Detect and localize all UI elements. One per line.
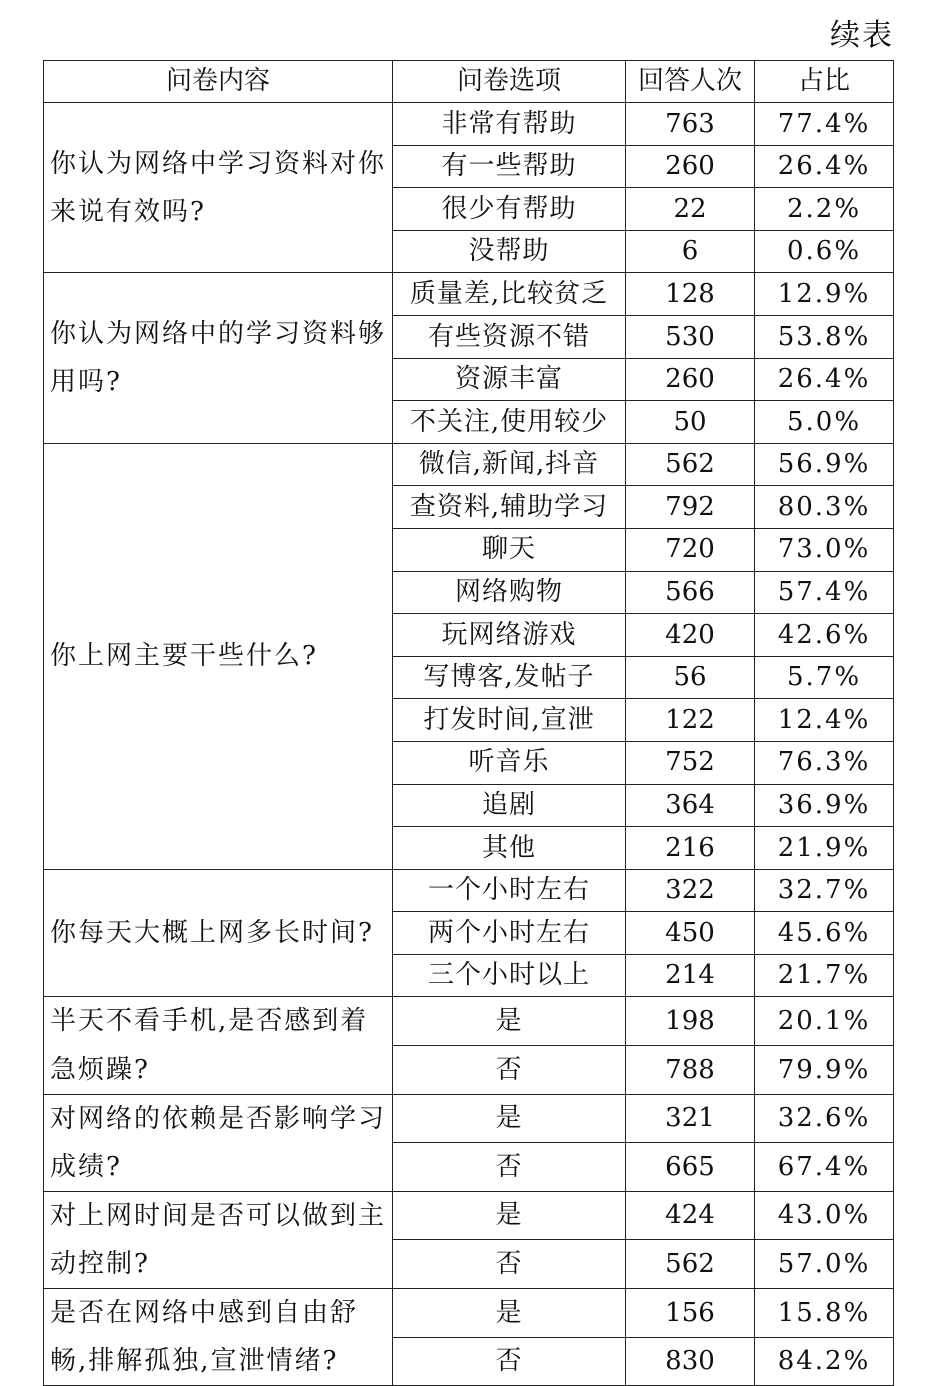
question-cell: 对上网时间是否可以做到主动控制? — [44, 1191, 393, 1288]
question-cell: 半天不看手机,是否感到着急烦躁? — [44, 997, 393, 1094]
option-cell: 听音乐 — [393, 741, 626, 784]
option-cell: 查资料,辅助学习 — [393, 486, 626, 529]
percentage-cell: 79.9% — [755, 1046, 894, 1095]
count-cell: 214 — [626, 954, 755, 997]
count-cell: 420 — [626, 614, 755, 657]
count-cell: 321 — [626, 1094, 755, 1143]
option-cell: 写博客,发帖子 — [393, 656, 626, 699]
table-caption: 续表 — [830, 18, 894, 53]
percentage-cell: 26.4% — [755, 145, 894, 188]
count-cell: 530 — [626, 315, 755, 358]
percentage-cell: 21.7% — [755, 954, 894, 997]
question-cell: 你认为网络中的学习资料够用吗? — [44, 273, 393, 443]
header-response-count: 回答人次 — [626, 61, 755, 103]
option-cell: 是 — [393, 997, 626, 1046]
percentage-cell: 73.0% — [755, 528, 894, 571]
percentage-cell: 80.3% — [755, 486, 894, 529]
count-cell: 788 — [626, 1046, 755, 1095]
question-cell: 对网络的依赖是否影响学习成绩? — [44, 1094, 393, 1191]
option-cell: 两个小时左右 — [393, 912, 626, 955]
option-cell: 资源丰富 — [393, 358, 626, 401]
percentage-cell: 32.6% — [755, 1094, 894, 1143]
percentage-cell: 5.0% — [755, 401, 894, 444]
percentage-cell: 36.9% — [755, 784, 894, 827]
table-row — [44, 1191, 894, 1240]
count-cell: 128 — [626, 273, 755, 316]
percentage-cell: 76.3% — [755, 741, 894, 784]
option-cell: 不关注,使用较少 — [393, 401, 626, 444]
count-cell: 122 — [626, 699, 755, 742]
percentage-cell: 21.9% — [755, 827, 894, 870]
percentage-cell: 57.0% — [755, 1240, 894, 1289]
option-cell: 质量差,比较贫乏 — [393, 273, 626, 316]
header-question-content: 问卷内容 — [44, 61, 393, 103]
option-cell: 玩网络游戏 — [393, 614, 626, 657]
percentage-cell: 56.9% — [755, 443, 894, 486]
percentage-cell: 26.4% — [755, 358, 894, 401]
count-cell: 566 — [626, 571, 755, 614]
count-cell: 198 — [626, 997, 755, 1046]
count-cell: 752 — [626, 741, 755, 784]
percentage-cell: 45.6% — [755, 912, 894, 955]
table-row — [44, 103, 894, 146]
option-cell: 微信,新闻,抖音 — [393, 443, 626, 486]
option-cell: 有些资源不错 — [393, 315, 626, 358]
percentage-cell: 57.4% — [755, 571, 894, 614]
count-cell: 792 — [626, 486, 755, 529]
count-cell: 720 — [626, 528, 755, 571]
table-row — [44, 869, 894, 912]
header-row — [44, 61, 894, 103]
percentage-cell: 77.4% — [755, 103, 894, 146]
percentage-cell: 42.6% — [755, 614, 894, 657]
option-cell: 追剧 — [393, 784, 626, 827]
table-row — [44, 1094, 894, 1143]
percentage-cell: 12.4% — [755, 699, 894, 742]
count-cell: 562 — [626, 443, 755, 486]
table-header — [44, 61, 894, 103]
percentage-cell: 5.7% — [755, 656, 894, 699]
percentage-cell: 43.0% — [755, 1191, 894, 1240]
count-cell: 216 — [626, 827, 755, 870]
count-cell: 50 — [626, 401, 755, 444]
question-cell: 你每天大概上网多长时间? — [44, 869, 393, 997]
option-cell: 有一些帮助 — [393, 145, 626, 188]
question-cell: 你认为网络中学习资料对你来说有效吗? — [44, 103, 393, 273]
percentage-cell: 53.8% — [755, 315, 894, 358]
count-cell: 22 — [626, 188, 755, 231]
percentage-cell: 67.4% — [755, 1143, 894, 1192]
count-cell: 156 — [626, 1289, 755, 1338]
percentage-cell: 15.8% — [755, 1289, 894, 1338]
option-cell: 没帮助 — [393, 230, 626, 273]
option-cell: 三个小时以上 — [393, 954, 626, 997]
percentage-cell: 32.7% — [755, 869, 894, 912]
count-cell: 260 — [626, 145, 755, 188]
count-cell: 6 — [626, 230, 755, 273]
count-cell: 562 — [626, 1240, 755, 1289]
percentage-cell: 12.9% — [755, 273, 894, 316]
question-cell: 是否在网络中感到自由舒畅,排解孤独,宣泄情绪? — [44, 1289, 393, 1386]
option-cell: 非常有帮助 — [393, 103, 626, 146]
option-cell: 是 — [393, 1191, 626, 1240]
percentage-cell: 84.2% — [755, 1337, 894, 1386]
option-cell: 很少有帮助 — [393, 188, 626, 231]
count-cell: 450 — [626, 912, 755, 955]
table-row — [44, 1289, 894, 1338]
option-cell: 打发时间,宣泄 — [393, 699, 626, 742]
table-body — [44, 103, 894, 1386]
table-row — [44, 997, 894, 1046]
question-cell: 你上网主要干些什么? — [44, 443, 393, 869]
header-percentage: 占比 — [755, 61, 894, 103]
count-cell: 830 — [626, 1337, 755, 1386]
count-cell: 260 — [626, 358, 755, 401]
survey-table — [43, 60, 894, 1386]
option-cell: 其他 — [393, 827, 626, 870]
option-cell: 是 — [393, 1094, 626, 1143]
table-row — [44, 273, 894, 316]
table-row — [44, 443, 894, 486]
percentage-cell: 2.2% — [755, 188, 894, 231]
option-cell: 一个小时左右 — [393, 869, 626, 912]
option-cell: 聊天 — [393, 528, 626, 571]
option-cell: 是 — [393, 1289, 626, 1338]
percentage-cell: 0.6% — [755, 230, 894, 273]
count-cell: 364 — [626, 784, 755, 827]
option-cell: 否 — [393, 1143, 626, 1192]
count-cell: 763 — [626, 103, 755, 146]
percentage-cell: 20.1% — [755, 997, 894, 1046]
option-cell: 网络购物 — [393, 571, 626, 614]
count-cell: 322 — [626, 869, 755, 912]
option-cell: 否 — [393, 1240, 626, 1289]
count-cell: 424 — [626, 1191, 755, 1240]
header-question-options: 问卷选项 — [393, 61, 626, 103]
count-cell: 56 — [626, 656, 755, 699]
count-cell: 665 — [626, 1143, 755, 1192]
option-cell: 否 — [393, 1337, 626, 1386]
option-cell: 否 — [393, 1046, 626, 1095]
